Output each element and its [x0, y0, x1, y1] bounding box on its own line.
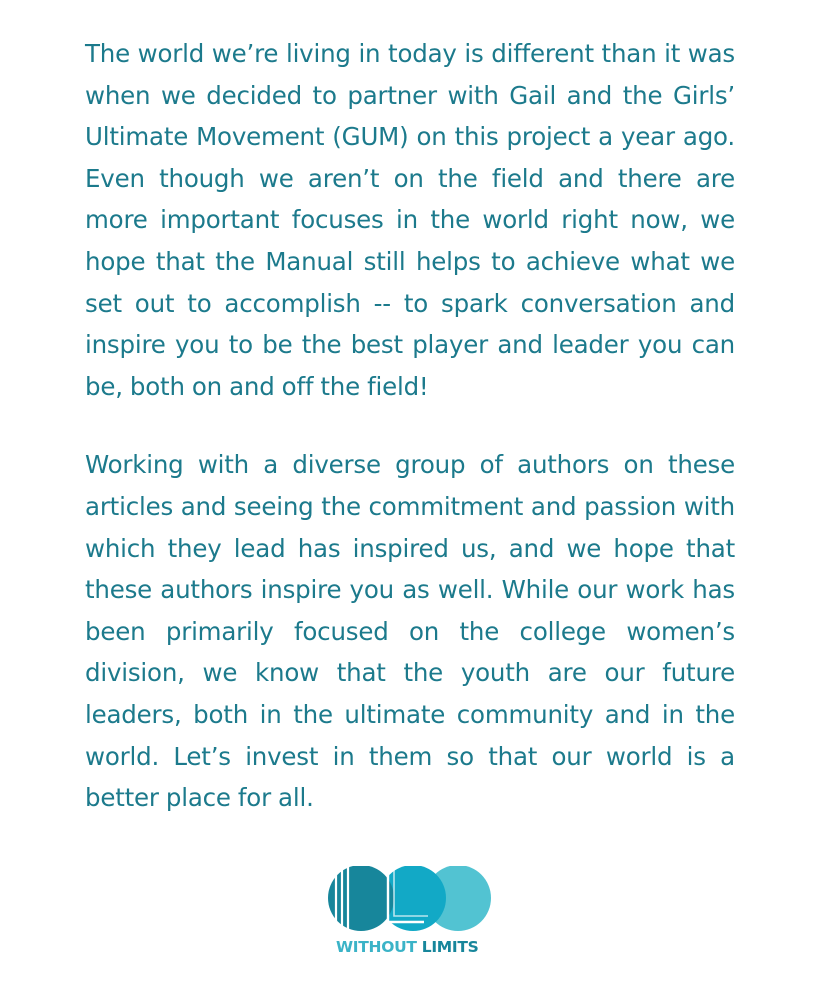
logo-word-without: WITHOUT [336, 938, 417, 956]
logo-wordmark [328, 938, 494, 956]
without-limits-logo [328, 866, 494, 960]
document-body [85, 33, 735, 819]
paragraph-authors: Working with a diverse group of authors on these articles and seeing the commitment and passion with which they lead has inspired us, and we hope that these authors inspire you as well. While our work has been primarily focused on the college women’s division, we know that the youth are our future leaders, both in the ultimate community and in the world. Let’s invest in them so that our world is a better place for all. [85, 450, 735, 813]
paragraph-intro: The world we’re living in today is different than it was when we decided to partner with Gail and the Girls’ Ultimate Movement (GUM) on this project a year ago. Even though we aren’t on the field and there are more important focuses in the world right now, we hope that the Manual still helps to achieve what we set out to accomplish -- to spark conversation and inspire you to be the best player and leader you can be, both on and off the field! [85, 39, 735, 401]
logo-circles-icon [328, 866, 494, 932]
logo-word-limits: LIMITS [421, 938, 479, 956]
